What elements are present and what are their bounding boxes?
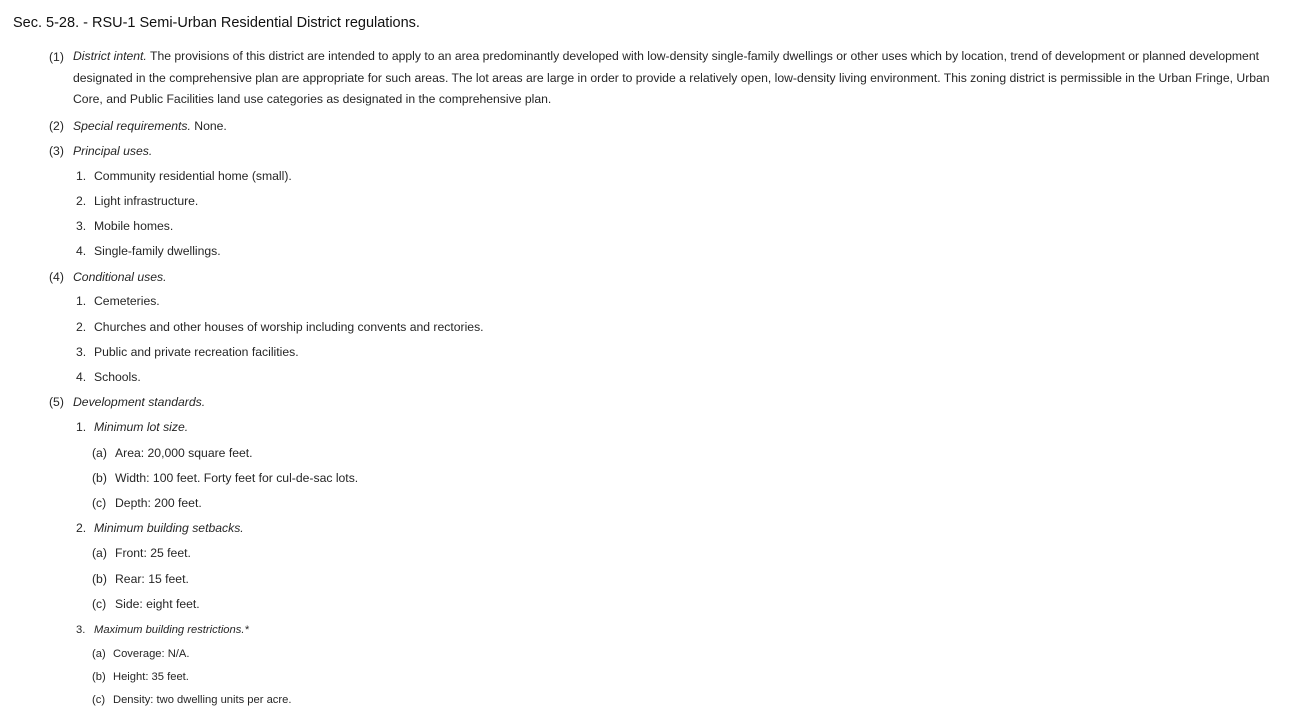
subitem-letter: (b) xyxy=(92,671,106,683)
list-item: Churches and other houses of worship including convents and rectories. xyxy=(94,320,484,334)
subitem-letter: (c) xyxy=(92,496,107,510)
subitem: Rear: 15 feet. xyxy=(115,572,189,586)
list-item-number: 2. xyxy=(76,521,87,535)
section-number: (5) xyxy=(49,395,64,409)
subitem-letter: (b) xyxy=(92,572,107,586)
list-item-number: 1. xyxy=(76,169,87,183)
section-text: The provisions of this district are intended to apply to an area predominantly developed with low-density single-family dwellings or other uses which by location, trend of development or planned development designated in the comprehensive plan are appropriate for such areas. The lot areas are large in order to provide a relatively open, low-density living environment. This zoning district is permissible in the Urban Fringe, Urban Core, and Public Facilities land use categories as designated in the comprehensive plan. xyxy=(73,49,1270,106)
subitem: Side: eight feet. xyxy=(115,597,200,611)
list-item: Mobile homes. xyxy=(94,219,174,233)
subitem-letter: (c) xyxy=(92,694,106,706)
subitem: Front: 25 feet. xyxy=(115,546,191,560)
list-item: Public and private recreation facilities. xyxy=(94,345,299,359)
subitem-letter: (a) xyxy=(92,546,107,560)
subitem: Width: 100 feet. Forty feet for cul-de-sac lots. xyxy=(115,471,359,485)
list-item-number: 3. xyxy=(76,624,86,636)
section-text: None. xyxy=(190,119,227,133)
subitem-letter: (c) xyxy=(92,597,107,611)
section-heading: Development standards. xyxy=(73,395,206,409)
section-number: (2) xyxy=(49,119,64,133)
section-number: (3) xyxy=(49,144,64,158)
list-item-heading: Minimum building setbacks. xyxy=(94,521,244,535)
subitem: Density: two dwelling units per acre. xyxy=(113,694,292,706)
subitem-letter: (a) xyxy=(92,446,107,460)
section-heading: Special requirements. xyxy=(73,119,191,133)
subitem: Depth: 200 feet. xyxy=(115,496,202,510)
section-heading: Conditional uses. xyxy=(73,270,167,284)
list-item-number: 2. xyxy=(76,320,87,334)
subitem: Height: 35 feet. xyxy=(113,671,189,683)
page-title: Sec. 5-28. - RSU-1 Semi-Urban Residential District regulations. xyxy=(13,15,420,31)
list-item: Cemeteries. xyxy=(94,294,160,308)
section-special-requirements xyxy=(73,118,227,134)
list-item-number: 4. xyxy=(76,244,87,258)
section-number: (1) xyxy=(49,50,64,64)
list-item-number: 2. xyxy=(76,194,87,208)
subitem-letter: (a) xyxy=(92,648,106,660)
list-item-number: 1. xyxy=(76,294,87,308)
list-item: Community residential home (small). xyxy=(94,169,292,183)
list-item: Single-family dwellings. xyxy=(94,244,221,258)
subitem-letter: (b) xyxy=(92,471,107,485)
list-item: Schools. xyxy=(94,370,141,384)
list-item-number: 1. xyxy=(76,420,87,434)
section-heading: Principal uses. xyxy=(73,144,153,158)
list-item-heading: Maximum building restrictions.* xyxy=(94,624,249,636)
subitem: Area: 20,000 square feet. xyxy=(115,446,253,460)
list-item: Light infrastructure. xyxy=(94,194,199,208)
list-item-number: 4. xyxy=(76,370,87,384)
list-item-number: 3. xyxy=(76,345,87,359)
section-heading: District intent. xyxy=(73,49,147,63)
section-number: (4) xyxy=(49,270,64,284)
subitem: Coverage: N/A. xyxy=(113,648,190,660)
list-item-number: 3. xyxy=(76,219,87,233)
list-item-heading: Minimum lot size. xyxy=(94,420,189,434)
section-district-intent xyxy=(73,46,1288,111)
